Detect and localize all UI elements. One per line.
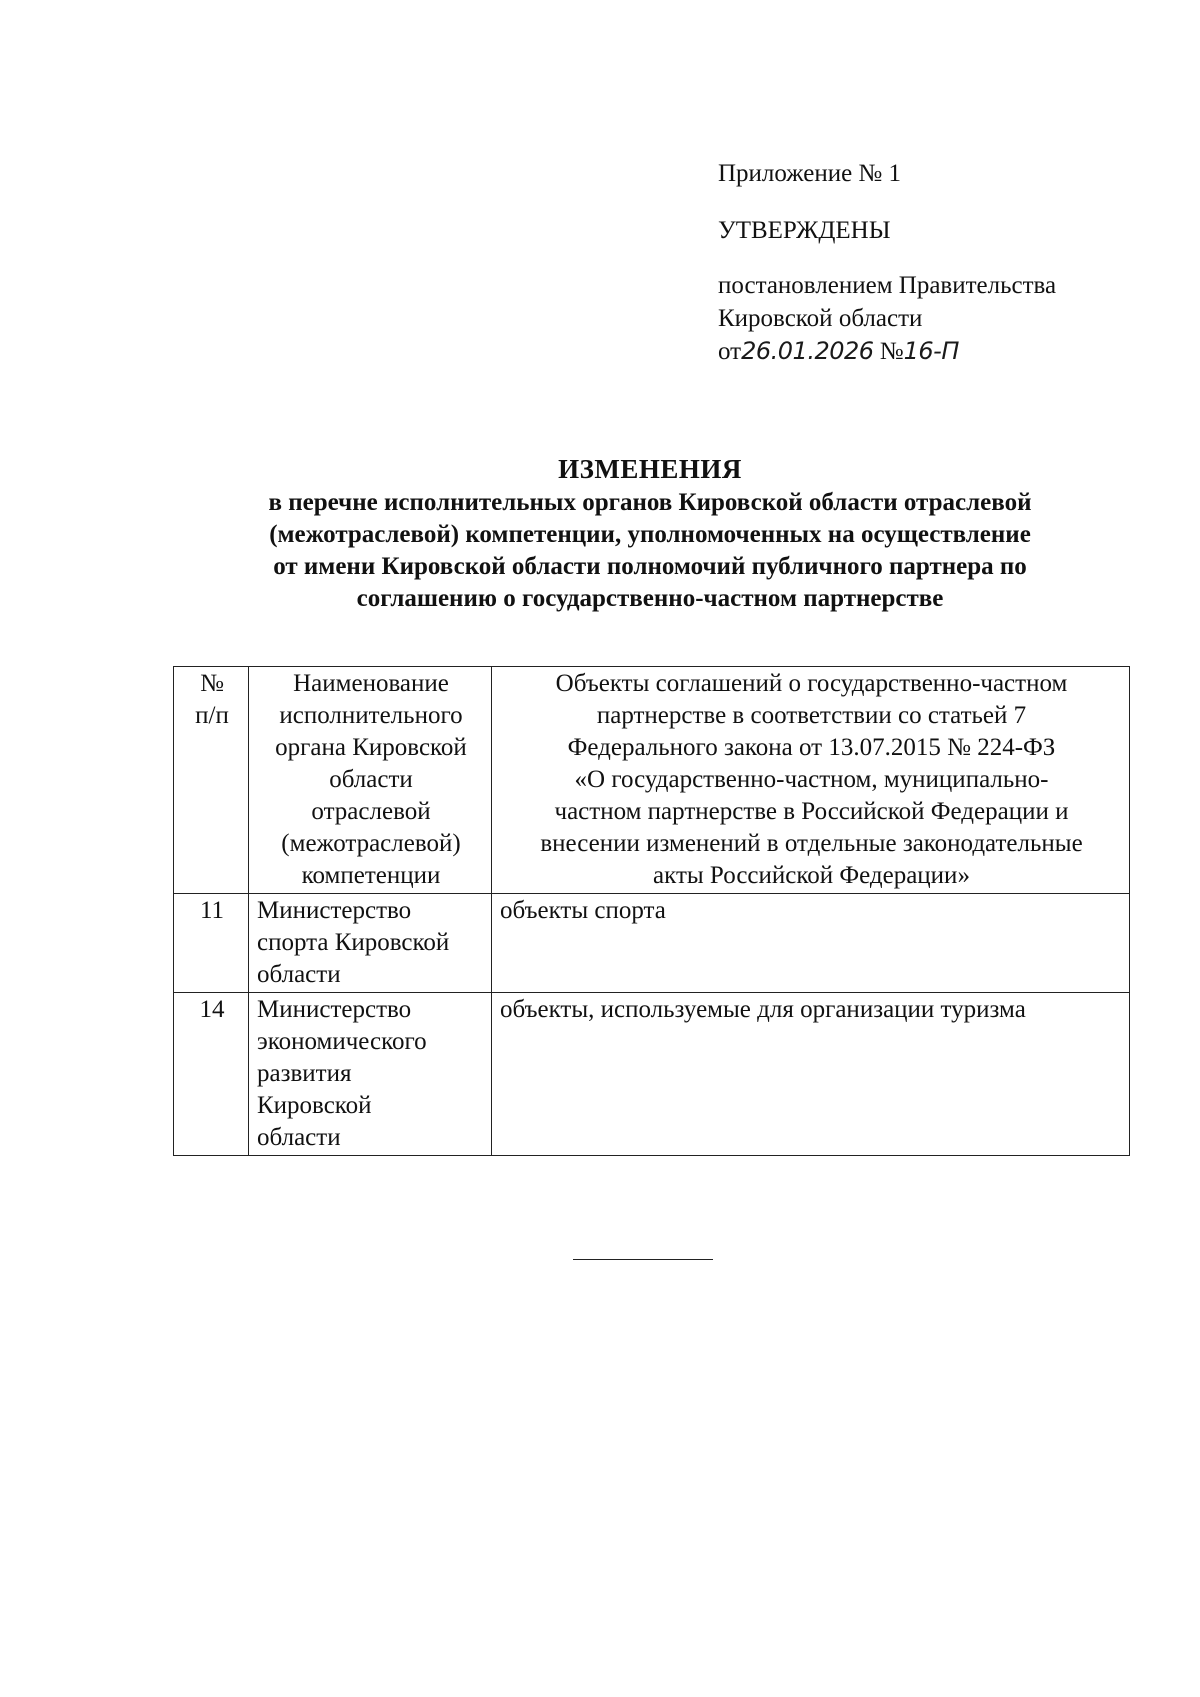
document-end-divider bbox=[573, 1259, 713, 1260]
header-objects-line: Объекты соглашений о государственно-частном bbox=[555, 670, 1068, 697]
header-objects-line: частном партнерстве в Российской Федерации и bbox=[554, 798, 1069, 825]
document-title-block bbox=[170, 453, 1130, 615]
organ-name-line: Министерство bbox=[257, 897, 412, 924]
organ-name-line: Министерство bbox=[257, 996, 412, 1023]
header-organ-line: компетенции bbox=[301, 862, 441, 889]
header-organ-line: (межотраслевой) bbox=[281, 830, 461, 857]
organ-name-line: области bbox=[257, 1124, 341, 1151]
header-organ-line: отраслевой bbox=[311, 798, 431, 825]
resolution-date-number bbox=[718, 335, 1138, 368]
organ-name-line: экономического bbox=[257, 1028, 427, 1055]
header-number bbox=[174, 667, 249, 894]
header-organ-name bbox=[249, 667, 492, 894]
row-objects: объекты, используемые для организации туризма bbox=[492, 993, 1130, 1156]
organ-name-line: области bbox=[257, 961, 341, 988]
resolution-line-2: Кировской области bbox=[718, 305, 923, 332]
document-title: ИЗМЕНЕНИЯ bbox=[558, 454, 742, 484]
handwritten-date: 26.01.2026 bbox=[741, 337, 874, 365]
date-prefix: от bbox=[718, 338, 742, 365]
row-objects: объекты спорта bbox=[492, 894, 1130, 993]
table-row bbox=[174, 894, 1130, 993]
header-number-line: п/п bbox=[195, 702, 229, 729]
row-number: 14 bbox=[174, 993, 249, 1156]
handwritten-number: 16-П bbox=[903, 337, 959, 365]
title-line-2: (межотраслевой) компетенции, уполномоченных на осуществление bbox=[269, 521, 1031, 548]
header-objects-line: Федерального закона от 13.07.2015 № 224-ФЗ bbox=[567, 734, 1056, 761]
changes-table bbox=[173, 666, 1130, 1156]
resolution-line-1: постановлением Правительства bbox=[718, 272, 1057, 299]
header-objects bbox=[492, 667, 1130, 894]
title-line-1: в перечне исполнительных органов Кировской области отраслевой bbox=[268, 489, 1032, 516]
row-organ-name bbox=[249, 993, 492, 1156]
title-line-3: от имени Кировской области полномочий публичного партнера по bbox=[273, 553, 1027, 580]
organ-name-line: развития bbox=[257, 1060, 352, 1087]
header-number-line: № bbox=[200, 670, 224, 697]
header-objects-line: внесении изменений в отдельные законодательные bbox=[540, 830, 1083, 857]
appendix-label: Приложение № 1 bbox=[718, 160, 902, 187]
organ-name-line: спорта Кировской bbox=[257, 929, 450, 956]
table-row bbox=[174, 993, 1130, 1156]
header-objects-line: акты Российской Федерации» bbox=[653, 862, 970, 889]
header-organ-line: области bbox=[329, 766, 413, 793]
approved-label: УТВЕРЖДЕНЫ bbox=[718, 217, 891, 244]
header-objects-line: партнерстве в соответствии со статьей 7 bbox=[596, 702, 1027, 729]
row-number: 11 bbox=[174, 894, 249, 993]
header-organ-line: органа Кировской bbox=[275, 734, 467, 761]
number-prefix: № bbox=[879, 338, 904, 365]
organ-name-line: Кировской bbox=[257, 1092, 372, 1119]
header-organ-line: Наименование bbox=[293, 670, 449, 697]
row-organ-name bbox=[249, 894, 492, 993]
header-objects-line: «О государственно-частном, муниципально- bbox=[574, 766, 1049, 793]
table-header-row bbox=[174, 667, 1130, 894]
title-line-4: соглашению о государственно-частном партнерстве bbox=[356, 585, 944, 612]
header-organ-line: исполнительного bbox=[279, 702, 463, 729]
approval-stamp-block bbox=[718, 157, 1138, 368]
